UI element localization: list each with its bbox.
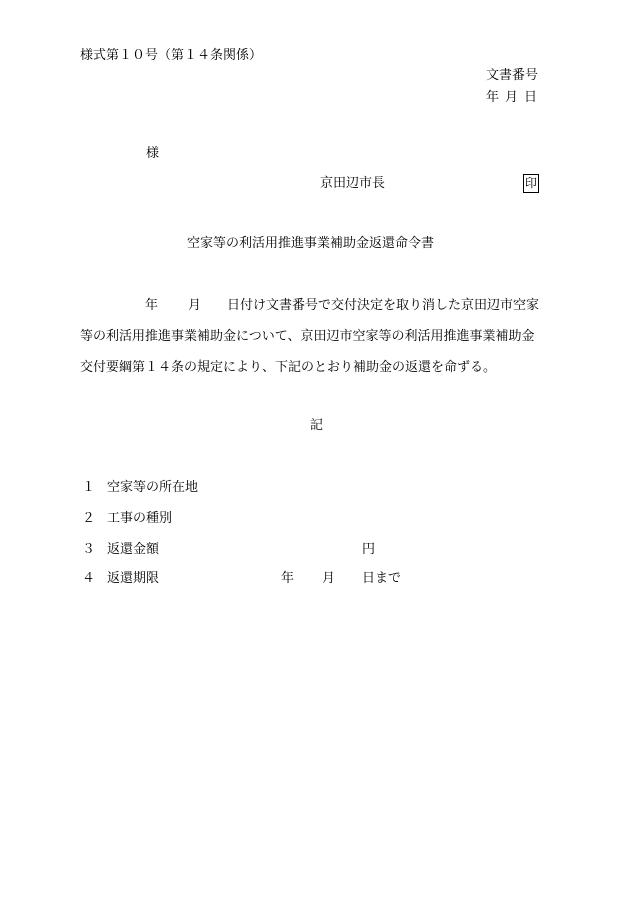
ki-heading: 記 [310, 418, 324, 433]
seal-mark: 印 [523, 174, 539, 193]
date-day-label: 日 [524, 90, 538, 105]
item-number: １ [82, 480, 96, 495]
date-line [486, 90, 543, 106]
item-refund-amount-label: 返還金額 [107, 542, 160, 557]
item-number: ４ [82, 571, 96, 586]
yen-unit: 円 [362, 542, 376, 557]
addressee-honorific: 様 [146, 146, 160, 161]
item-number: ３ [82, 542, 96, 557]
item-number: ２ [82, 511, 96, 526]
date-month-label: 月 [505, 90, 519, 105]
deadline-month-label: 月 [322, 571, 336, 586]
body-paragraph-line-3: 交付要綱第１４条の規定により、下記のとおり補助金の返還を命ずる。 [80, 360, 497, 375]
deadline-year-label: 年 [281, 571, 295, 586]
body-paragraph-line-1 [145, 298, 539, 314]
deadline-day-label: 日まで [362, 571, 402, 586]
body-line-1-text: 日付け文書番号で交付決定を取り消した京田辺市空家 [227, 298, 540, 313]
issuer-name: 京田辺市長 [320, 176, 386, 191]
form-number: 様式第１０号（第１４条関係） [80, 48, 263, 63]
item-refund-deadline-label: 返還期限 [107, 571, 160, 586]
body-month-label: 月 [188, 298, 202, 313]
document-title: 空家等の利活用推進事業補助金返還命令書 [187, 236, 435, 251]
body-paragraph-line-2: 等の利活用推進事業補助金について、京田辺市空家等の利活用推進事業補助金 [80, 329, 535, 344]
body-year-label: 年 [145, 298, 159, 313]
item-work-type-label: 工事の種別 [107, 511, 173, 526]
date-year-label: 年 [486, 90, 500, 105]
document-number-label: 文書番号 [486, 68, 539, 83]
item-property-location-label: 空家等の所在地 [107, 480, 199, 495]
